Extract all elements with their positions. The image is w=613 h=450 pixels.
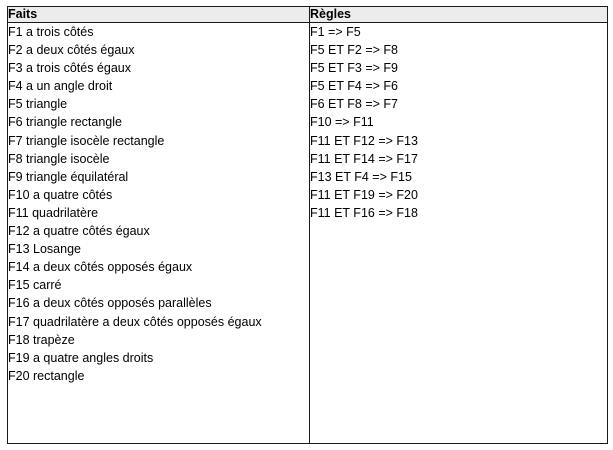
rules-cell (310, 23, 608, 444)
facts-list (8, 23, 309, 385)
table-header-row (8, 7, 608, 23)
list-item: F10 a quatre côtés (8, 187, 113, 202)
rules-list (310, 23, 607, 222)
table-body (8, 23, 608, 444)
table-header (8, 7, 608, 23)
list-item: F11 ET F12 => F13 (310, 133, 418, 148)
list-item: F11 ET F14 => F17 (310, 151, 418, 166)
list-item: F17 quadrilatère a deux côtés opposés égaux (8, 314, 262, 329)
list-item: F6 ET F8 => F7 (310, 97, 399, 112)
column-header-facts: Faits (8, 7, 310, 23)
list-item: F4 a un angle droit (8, 79, 113, 94)
facts-cell (8, 23, 310, 444)
list-item: F6 triangle rectangle (8, 115, 122, 130)
list-item: F5 ET F3 => F9 (310, 61, 399, 76)
list-item: F5 triangle (8, 97, 68, 112)
list-item: F13 ET F4 => F15 (310, 169, 412, 184)
list-item: F15 carré (8, 278, 62, 293)
list-item: F12 a quatre côtés égaux (8, 224, 150, 239)
list-item: F3 a trois côtés égaux (8, 61, 131, 76)
list-item: F19 a quatre angles droits (8, 350, 154, 365)
list-item: F8 triangle isocèle (8, 151, 110, 166)
list-item: F11 ET F19 => F20 (310, 187, 418, 202)
list-item: F16 a deux côtés opposés parallèles (8, 296, 212, 311)
list-item: F9 triangle équilatéral (8, 169, 129, 184)
knowledge-base-table (7, 6, 608, 444)
list-item: F1 a trois côtés (8, 25, 94, 39)
list-item: F20 rectangle (8, 368, 85, 383)
list-item: F5 ET F2 => F8 (310, 43, 399, 58)
list-item: F11 ET F16 => F18 (310, 205, 418, 220)
column-header-rules: Règles (310, 7, 608, 23)
list-item: F2 a deux côtés égaux (8, 43, 135, 58)
list-item: F7 triangle isocèle rectangle (8, 133, 165, 148)
table-row (8, 23, 608, 444)
list-item: F1 => F5 (310, 25, 361, 39)
list-item: F18 trapèze (8, 332, 75, 347)
list-item: F13 Losange (8, 242, 81, 257)
list-item: F14 a deux côtés opposés égaux (8, 260, 193, 275)
list-item: F10 => F11 (310, 115, 374, 130)
list-item: F11 quadrilatère (8, 205, 99, 220)
list-item: F5 ET F4 => F6 (310, 79, 399, 94)
